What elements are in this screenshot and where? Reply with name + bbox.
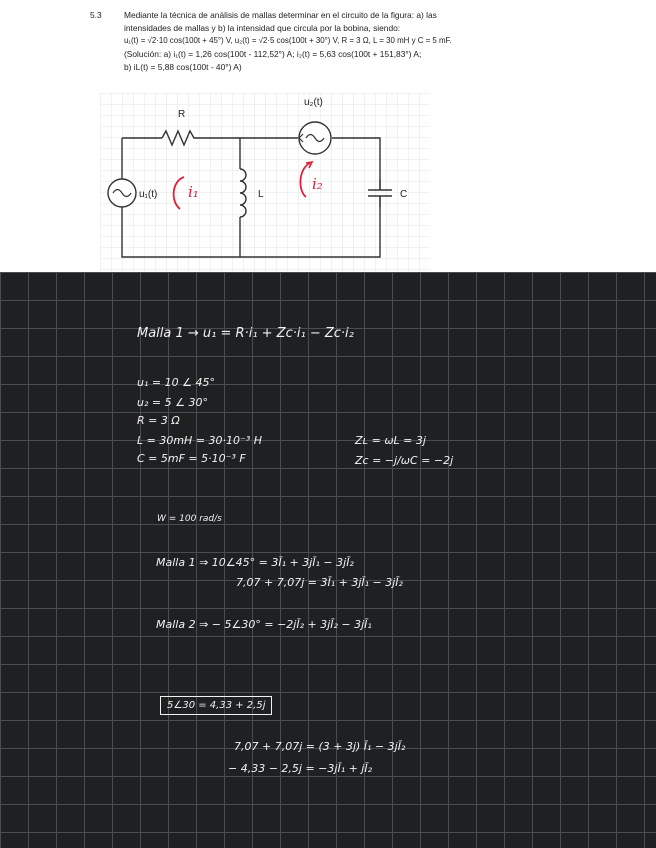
- note-C: C = 5mF = 5·10⁻³ F: [137, 452, 246, 465]
- note-heading: Malla 1 → u₁ = R·i₁ + Zc·i₁ − Zc·i₂: [137, 326, 354, 341]
- capacitor-label: C: [400, 189, 408, 200]
- note-system-eq2: − 4,33 − 2,5j = −3jĪ₁ + jĪ₂: [228, 762, 373, 775]
- problem-line-1: Mediante la técnica de análisis de mallas determinar en el circuito de la figura: a) las: [124, 10, 437, 20]
- note-u2: u₂ = 5 ∠ 30°: [137, 396, 208, 409]
- u1-source-symbol: [108, 179, 136, 207]
- problem-line-4: (Solución: a) i₁(t) = 1,26 cos(100t - 112,52°) A; i₂(t) = 5,63 cos(100t + 151,83°) A;: [124, 49, 422, 59]
- problem-line-2: intensidades de mallas y b) la intensidad que circula por la bobina, siendo:: [124, 23, 401, 33]
- textbook-page: [0, 0, 656, 272]
- resistor-label: R: [178, 109, 186, 120]
- u2-source-symbol: [299, 122, 331, 154]
- note-L: L = 30mH = 30·10⁻³ H: [137, 434, 263, 447]
- inductor-label: L: [258, 189, 264, 200]
- note-system-eq1: 7,07 + 7,07j = (3 + 3j) Ī₁ − 3jĪ₂: [234, 740, 406, 753]
- u2-label: u₂(t): [304, 97, 323, 108]
- note-boxed-conversion: 5∠30 = 4,33 + 2,5j: [160, 696, 272, 715]
- note-w: W = 100 rad/s: [157, 514, 222, 524]
- handwritten-notes-board: [0, 272, 656, 848]
- note-ZC: Zc = −j/ωC = −2j: [355, 454, 454, 467]
- loop1-label: i₁: [188, 183, 199, 201]
- loop2-label: i₂: [312, 175, 323, 193]
- note-malla2: Malla 2 ⇒ − 5∠30° = −2jĪ₂ + 3jĪ₂ − 3jĪ₁: [156, 618, 372, 631]
- note-malla1-a: Malla 1 ⇒ 10∠45° = 3Ī₁ + 3jĪ₁ − 3jĪ₂: [156, 556, 354, 569]
- circuit-diagram: [100, 93, 430, 271]
- problem-line-5: b) iL(t) = 5,88 cos(100t - 40°) A): [124, 62, 242, 72]
- u1-label: u₁(t): [139, 189, 158, 200]
- note-ZL: Zʟ = ωL = 3j: [355, 434, 426, 447]
- note-R: R = 3 Ω: [137, 414, 180, 427]
- note-u1: u₁ = 10 ∠ 45°: [137, 376, 215, 389]
- note-malla1-b: 7,07 + 7,07j = 3Ī₁ + 3jĪ₁ − 3jĪ₂: [236, 576, 403, 589]
- problem-line-3: u₁(t) = √2·10 cos(100t + 45°) V, u₂(t) = √2·5 cos(100t + 30°) V, R = 3 Ω, L = 30 mH y C = 5 mF.: [124, 36, 452, 45]
- problem-number: 5.3: [90, 10, 102, 20]
